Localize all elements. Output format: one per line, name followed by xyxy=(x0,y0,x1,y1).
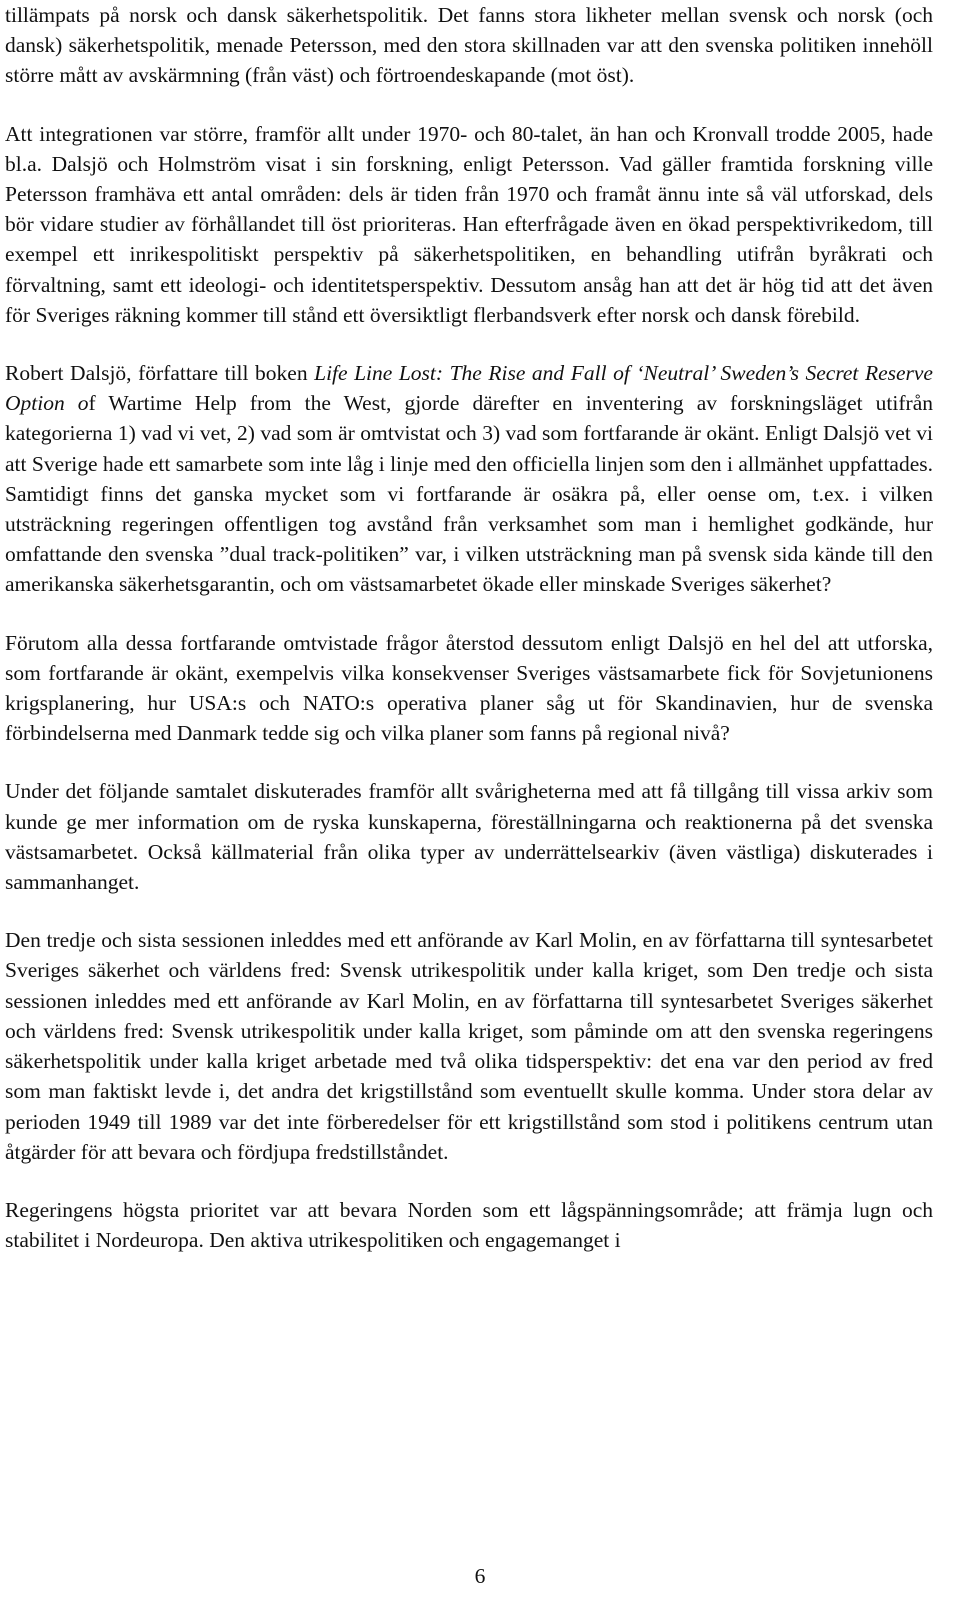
document-page xyxy=(5,0,933,1255)
paragraph-5: Under det följande samtalet diskuterades framför allt svårigheterna med att få tillgång till vissa arkiv som kunde ge mer information om de ryska kunskaperna, föreställningarna och reaktionerna på det svenska västsamarbetet. Också källmaterial från olika typer av underrättelsearkiv (även västliga) diskuterades i sammanhanget. xyxy=(5,779,933,895)
paragraph-3-rest: f Wartime Help from the West, gjorde därefter en inventering av forskningsläget utifrån kategorierna 1) vad vi vet, 2) vad som är omtvistat och 3) vad som fortfarande är okänt. Enligt Dalsjö vet vi att Sverige hade ett samarbete som inte låg i linje med den officiella linjen som den i allmänhet uppfattades. Samtidigt finns det ganska mycket som vi fortfarande är osäkra på, eller oense om, t.ex. i vilken utsträckning regeringen offentligen tog avstånd från verksamhet som man i hemlighet godkände, hur omfattande den svenska ”dual track-politiken” var, i vilken utsträckning man på svensk sida kände till den amerikanska säkerhetsgarantin, och om västsamarbetet ökade eller minskade Sveriges säkerhet? xyxy=(5,391,933,597)
paragraph-3 xyxy=(5,358,933,600)
page-number: 6 xyxy=(474,1564,486,1588)
paragraph-2: Att integrationen var större, framför allt under 1970- och 80-talet, än han och Kronvall trodde 2005, hade bl.a. Dalsjö och Holmström visat i sin forskning, enligt Petersson. Vad gäller framtida forskning ville Petersson framhäva ett antal områden: dels är tiden från 1970 och framåt ännu inte så väl utforskad, dels bör vidare studier av förhållandet till öst prioriteras. Han efterfrågade även en ökad perspektivrikedom, till exempel ett inrikespolitiskt perspektiv på säkerhetspolitiken, en behandling utifrån byråkrati och förvaltning, samt ett ideologi- och identitetsperspektiv. Dessutom ansåg han att det är hög tid att det även för Sveriges räkning kommer till stånd ett översiktligt flerbandsverk efter norsk och dansk förebild. xyxy=(5,121,933,327)
paragraph-7: Regeringens högsta prioritet var att bevara Norden som ett lågspänningsområde; att främja lugn och stabilitet i Nordeuropa. Den aktiva utrikespolitiken och engagemanget i xyxy=(5,1197,933,1253)
paragraph-6: Den tredje och sista sessionen inleddes med ett anförande av Karl Molin, en av författarna till syntesarbetet Sveriges säkerhet och världens fred: Svensk utrikespolitik under kalla kriget, som Den tredje och sista sessionen inleddes med ett anförande av Karl Molin, en av författarna till syntesarbetet Sveriges säkerhet och världens fred: Svensk utrikespolitik under kalla kriget, som påminde om att den svenska regeringens säkerhetspolitik under kalla kriget arbetade med två olika tidsperspektiv: det ena var den period av fred som man faktiskt levde i, det andra det krigstillstånd som eventuellt skulle komma. Under stora delar av perioden 1949 till 1989 var det inte förberedelser för ett krigstillstånd som stod i politikens centrum utan åtgärder för att bevara och fördjupa fredstillståndet. xyxy=(5,928,933,1164)
paragraph-1: tillämpats på norsk och dansk säkerhetspolitik. Det fanns stora likheter mellan svensk och norsk (och dansk) säkerhetspolitik, menade Petersson, med den stora skillnaden var att den svenska politiken innehöll större mått av avskärmning (från väst) och förtroendeskapande (mot öst). xyxy=(5,3,933,88)
book-title: Life Line Lost: The Rise and Fall of ‘Neutral’ Sweden’s Secret Reserve Option o xyxy=(5,361,933,416)
paragraph-4: Förutom alla dessa fortfarande omtvistade frågor återstod dessutom enligt Dalsjö en hel del att utforska, som fortfarande är okänt, exempelvis vilka konsekvenser Sveriges västsamarbete fick för Sovjetunionens krigsplanering, hur USA:s och NATO:s operativa planer såg ut för Skandinavien, hur de svenska förbindelserna med Danmark tedde sig och vilka planer som fanns på regional nivå? xyxy=(5,630,933,746)
paragraph-3-intro: Robert Dalsjö, författare till boken xyxy=(5,361,315,386)
